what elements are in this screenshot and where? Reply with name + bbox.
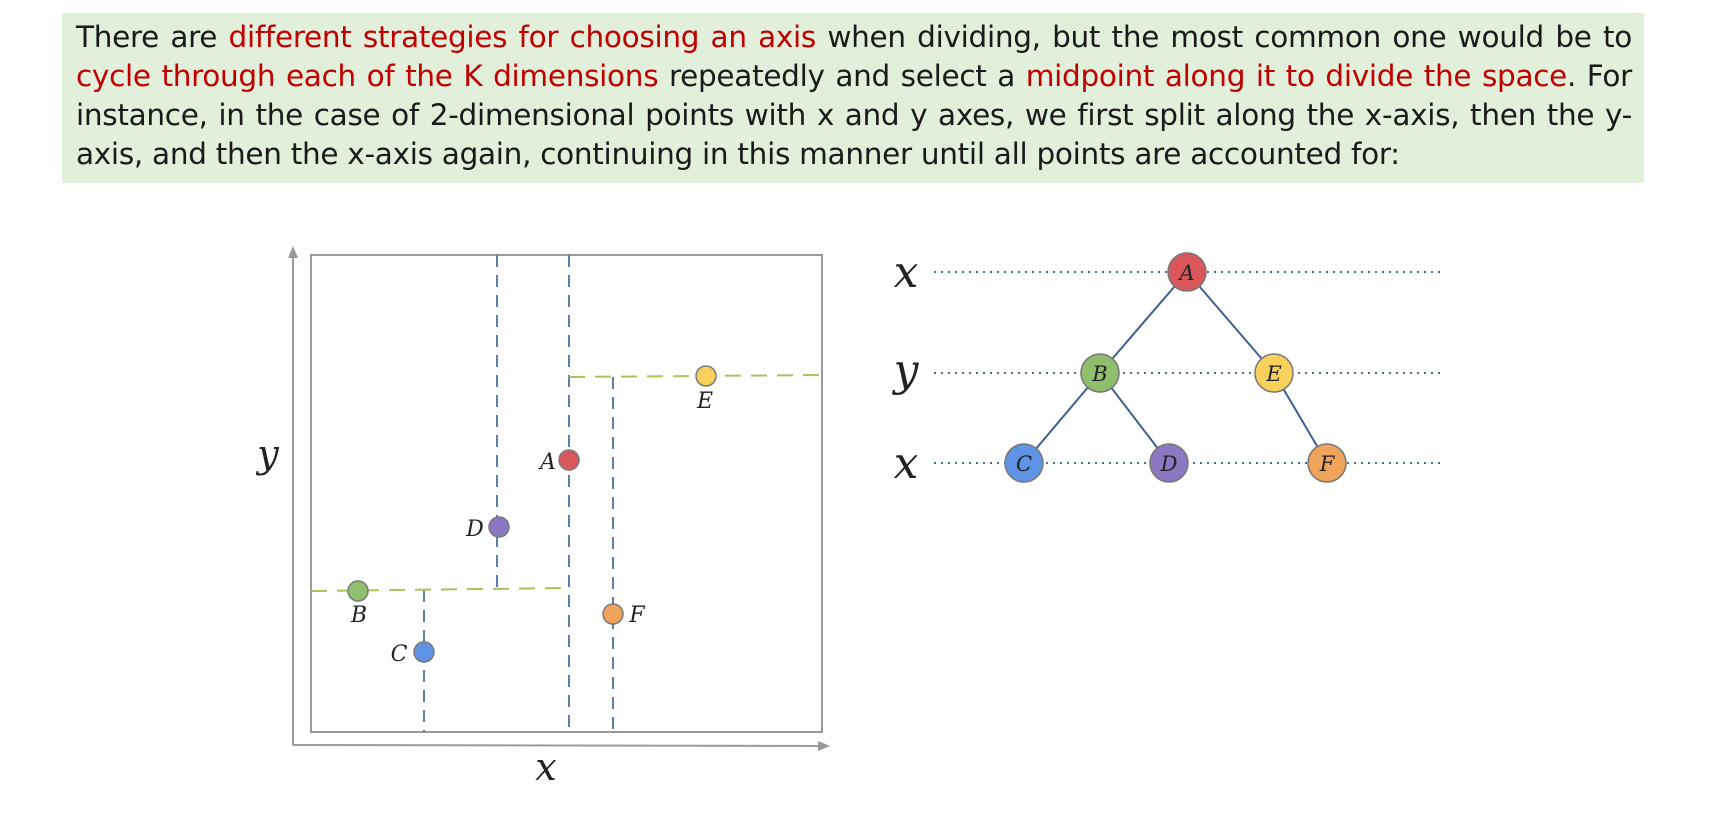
tree-node-F-label: F [1319,452,1335,476]
tree-node-E-label: E [1266,362,1282,386]
text-part-1: There are [76,20,229,54]
plot-y-label: y [257,432,279,476]
tree-edge-A-B [1100,272,1187,373]
point-A-label: A [540,450,556,475]
point-B-marker [348,581,368,601]
plot-point-B [348,581,368,628]
tree-edge-A-E [1187,272,1274,373]
point-E-marker [696,366,716,386]
plot-x-label: x [535,745,557,789]
tree-node-A-label: A [1179,261,1195,285]
point-D-label: D [466,517,484,542]
highlight-strategies: different strategies for choosing an axis [228,20,816,54]
plot-point-D [465,517,509,542]
highlight-midpoint: midpoint along it to divide the space [1025,59,1568,93]
text-part-2: when dividing, but the most common one would be to [815,20,1632,54]
tree-node-A [1168,253,1206,291]
plot-point-F [603,603,645,628]
point-D-marker [489,517,509,537]
point-F-label: F [629,603,645,628]
tree-node-E [1255,354,1293,392]
tree-node-D [1150,444,1188,482]
point-A-marker [559,450,579,470]
point-C-marker [414,642,434,662]
tree-level-label-1: x [893,247,919,298]
plot-point-A [538,450,579,475]
plot-point-E [696,366,716,414]
x-axis-arrow [293,745,828,746]
tree-node-B-label: B [1092,362,1108,386]
plot-point-C [391,642,434,667]
tree-node-C [1005,444,1043,482]
partition-plot [255,248,828,789]
tree-node-B [1081,354,1119,392]
point-C-label: C [390,642,408,667]
point-E-label: E [696,389,714,414]
tree-level-label-2: y [893,345,919,396]
point-F-marker [603,604,623,624]
plot-frame [311,255,822,732]
point-B-label: B [350,603,368,628]
tree-node-C-label: C [1015,452,1033,476]
tree-node-F [1308,444,1346,482]
text-part-4: . For instance, in the case of 2-dimensional points with x and y axes, we first split along the x-axis, then the y-axis, and then the x-axis again, continuing in this manner until all points are accounted for: [76,59,1632,171]
kd-tree [892,247,1444,489]
tree-level-label-3: x [893,438,919,489]
tree-node-D-label: D [1160,452,1178,476]
text-part-3: repeatedly and select a [658,59,1026,93]
highlight-cycle: cycle through each of the K dimensions [76,59,659,93]
